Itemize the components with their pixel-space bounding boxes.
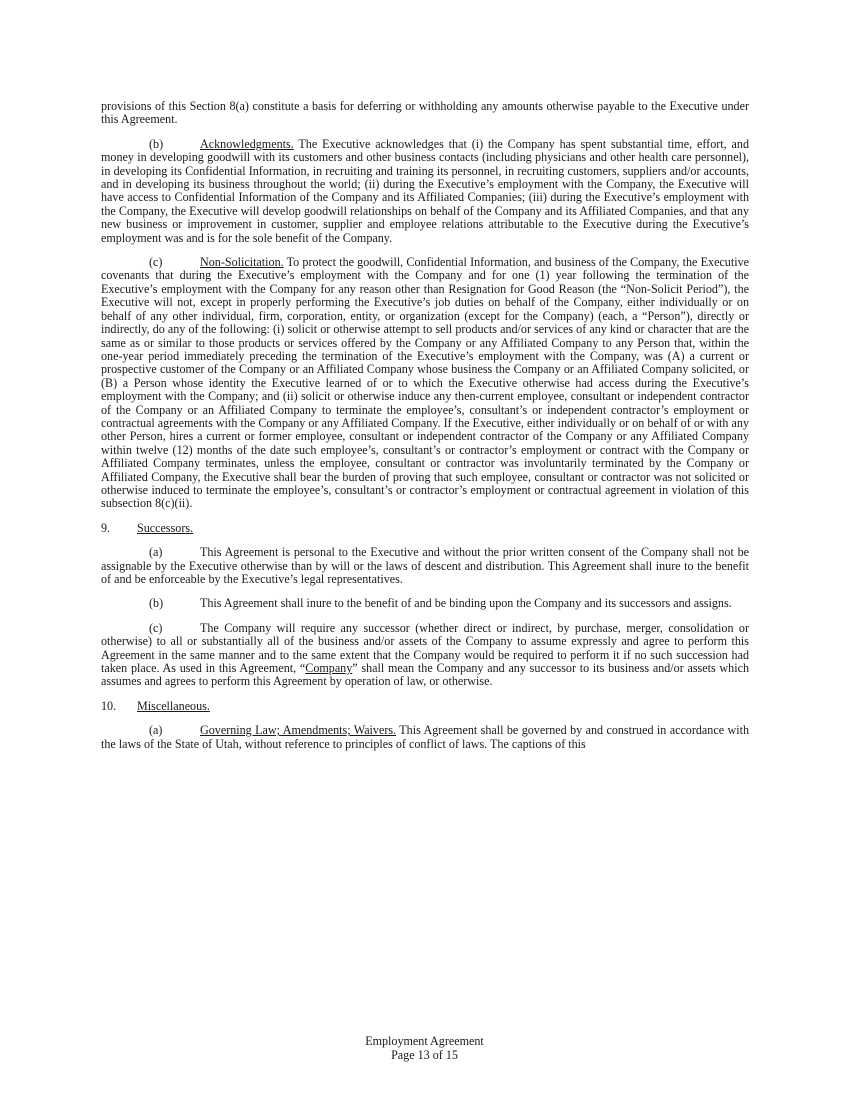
footer-document-title: Employment Agreement xyxy=(365,1034,484,1048)
section-9c-defined-term: Company xyxy=(305,661,353,676)
section-9b-paragraph xyxy=(101,597,749,610)
page-footer xyxy=(0,1035,849,1062)
section-10-number: 10. xyxy=(101,698,117,713)
section-9b-text: This Agreement shall inure to the benefit of and be binding upon the Company and its successors and assigns. xyxy=(200,596,732,611)
section-8b-label: (b) xyxy=(149,136,164,151)
section-9c-text-before: The Company will require any successor (whether direct or indirect, by purchase, merger, consolidation or otherwise) to all or substantially all of the business and/or assets of the Company to assume expressly and agree to perform this Agreement in the same manner and to the same extent that the Company would be required to perform it if no such succession had taken place. As used in this Agreement, “ xyxy=(101,620,749,676)
section-8c-paragraph xyxy=(101,256,749,511)
section-10a-title: Governing Law; Amendments; Waivers. xyxy=(200,723,397,738)
section-10a-paragraph xyxy=(101,724,749,751)
intro-paragraph: provisions of this Section 8(a) constitute a basis for deferring or withholding any amounts otherwise payable to the Executive under this Agreement. xyxy=(101,99,749,127)
section-8c-title: Non-Solicitation. xyxy=(200,255,284,270)
section-8c-text: To protect the goodwill, Confidential Information, and business of the Company, the Executive covenants that during the Executive’s employment with the Company and for one (1) year following the termination of the Executive’s employment with the Company for any reason other than Resignation for Good Reason (the “Non-Solicit Period”), the Executive will not, except in properly performing the Executive’s job duties on behalf of the Company, either individually or on behalf of any other individual, firm, corporation, entity, or organization (except for the Company) (each, a “Person”), directly or indirectly, do any of the following: (i) solicit or otherwise attempt to sell products and/or services of any kind or character that are the same as or similar to those products or services offered by the Company or any Affiliated Company to any Person that, within the one-year period immediately preceding the termination of the Executive’s employment with the Company, was (A) a current or prospective customer of the Company or an Affiliated Company whose business the Company or an Affiliated Company solicited, or (B) a Person whose identity the Executive learned of or to which the Executive otherwise had access during the Executive’s employment with the Company; and (ii) solicit or otherwise induce any then-current employee, consultant or independent contractor of the Company or an Affiliated Company to terminate the employee’s, consultant’s or independent contractor’s employment or contractual agreements with the Company or any Affiliated Company. If the Executive, either individually or on behalf of or with any other Person, hires a current or former employee, consultant or independent contractor of the Company or any Affiliated Company within twelve (12) months of the date such employee’s, consultant’s or contractor’s employment or contract with the Company or Affiliated Company terminates, unless the employee, consultant or contractor was involuntarily terminated by the Company or Affiliated Company, the Executive shall bear the burden of proving that such employee, consultant or contractor was not solicited or otherwise induced to terminate the employee’s, consultant’s or contractor’s employment or contractual agreement in violation of this subsection 8(c)(ii). xyxy=(101,255,749,511)
section-9c-label: (c) xyxy=(149,620,163,635)
section-9a-text: This Agreement is personal to the Executive and without the prior written consent of the Company shall not be assignable by the Executive otherwise than by will or the laws of descent and distribution. This Agreement shall inure to the benefit of and be enforceable by the Executive’s legal representatives. xyxy=(101,545,749,586)
document-page xyxy=(101,100,749,762)
section-8b-paragraph xyxy=(101,138,749,245)
section-9c-paragraph xyxy=(101,622,749,689)
section-8b-title: Acknowledgments. xyxy=(200,136,294,151)
section-10a-label: (a) xyxy=(149,723,163,738)
section-9b-label: (b) xyxy=(149,596,164,611)
section-9a-paragraph xyxy=(101,546,749,586)
section-10-title: Miscellaneous. xyxy=(137,698,210,713)
section-9a-label: (a) xyxy=(149,545,163,560)
footer-page-number: Page 13 of 15 xyxy=(391,1047,458,1062)
section-9c-text-after: ” shall mean the Company and any successor to its business and/or assets which assumes and agrees to perform this Agreement by operation of law, or otherwise. xyxy=(101,661,749,689)
section-10a-text: This Agreement shall be governed by and construed in accordance with the laws of the State of Utah, without reference to principles of conflict of laws. The captions of this xyxy=(101,723,749,751)
section-9-title: Successors. xyxy=(137,520,194,535)
section-8c-label: (c) xyxy=(149,255,163,270)
section-9-heading xyxy=(101,522,749,535)
section-8b-text: The Executive acknowledges that (i) the Company has spent substantial time, effort, and money in developing goodwill with its customers and other business contacts (including physicians and other health care personnel), in developing its Confidential Information, in recruiting and training its personnel, in recruiting customers, suppliers and/or accounts, and in developing its business throughout the world; (ii) during the Executive’s employment with the Company, the Executive will have access to Confidential Information of the Company and its Affiliated Companies; (iii) during the Executive’s employment with the Company, the Executive will develop goodwill relationships on behalf of the Company and its Affiliated Companies, and that any new business or improvement in customer, supplier and employee relations attributable to the Executive during the Executive’s employment was and is for the sole benefit of the Company. xyxy=(101,136,749,245)
section-9-number: 9. xyxy=(101,520,111,535)
section-10-heading xyxy=(101,700,749,713)
